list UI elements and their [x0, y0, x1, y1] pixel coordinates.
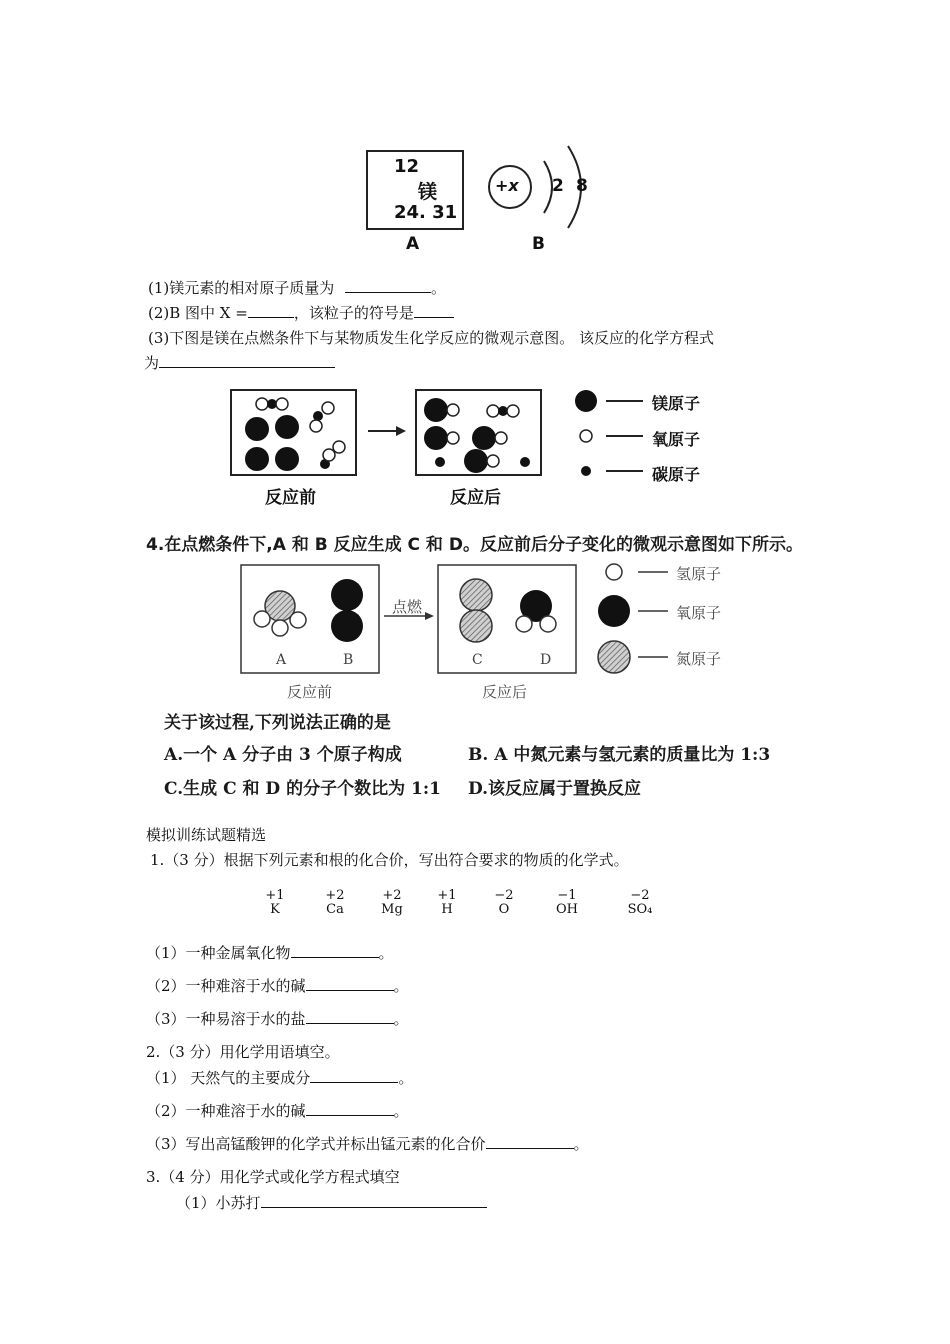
valence-oh: −1 OH	[556, 888, 578, 917]
p1-item-2: （2）一种难溶于水的碱 。	[146, 977, 409, 995]
answer-blank[interactable]	[306, 1101, 394, 1116]
figure-label-a: A	[406, 234, 420, 254]
p3-item-1: （1）小苏打	[176, 1192, 487, 1213]
mg-atom	[275, 447, 299, 471]
before-label-2: 反应前	[287, 683, 333, 701]
valence-mg: +2 Mg	[381, 888, 403, 917]
section-title: 模拟训练试题精选	[146, 826, 267, 844]
legend-h-icon	[606, 564, 622, 580]
co2-molecule	[256, 398, 288, 410]
mgo-molecule	[424, 398, 459, 422]
label-a: A	[276, 652, 287, 668]
option-a[interactable]: A.一个 A 分子由 3 个原子构成	[164, 745, 402, 765]
p1-item-1: （1）一种金属氧化物 。	[146, 944, 394, 962]
p2-item-1: （1） 天然气的主要成分 。	[146, 1069, 414, 1087]
before-label: 反应前	[265, 488, 316, 508]
carbon-atom	[435, 457, 445, 467]
option-c[interactable]: C.生成 C 和 D 的分子个数比为 1:1	[164, 779, 441, 799]
q3-line3: (3)下图是镁在点燃条件下与某物质发生化学反应的微观示意图。 该反应的化学方程式	[148, 329, 715, 347]
shell1-count: 2	[552, 176, 564, 196]
q4-question: 关于该过程,下列说法正确的是	[164, 713, 391, 733]
figure-label-b: B	[532, 234, 545, 254]
legend-2	[596, 560, 676, 676]
after-label: 反应后	[450, 488, 501, 508]
mgo-molecule	[424, 426, 459, 450]
molecule-b	[331, 579, 363, 642]
element-card	[366, 150, 464, 230]
mg-atom	[245, 447, 269, 471]
q3-line2: (2)B 图中 X = ，该粒子的符号是	[148, 302, 454, 323]
valence-row	[258, 889, 678, 921]
answer-blank[interactable]	[414, 303, 454, 318]
answer-blank[interactable]	[486, 1134, 574, 1149]
q4-title: 4.在点燃条件下,A 和 B 反应生成 C 和 D。反应前后分子变化的微观示意图如下所示。	[146, 535, 803, 555]
p1-item-3: （3）一种易溶于水的盐 。	[146, 1010, 409, 1028]
carbon-atom	[520, 457, 530, 467]
element-name: 镁	[418, 181, 438, 203]
legend-o2-label: 氧原子	[676, 604, 722, 622]
legend-h-label: 氢原子	[676, 565, 722, 583]
answer-blank[interactable]	[291, 943, 379, 958]
answer-blank[interactable]	[248, 303, 294, 318]
label-b: B	[343, 652, 354, 668]
legend-o2-icon	[598, 595, 630, 627]
practice-q2: 2.（3 分）用化学用语填空。	[146, 1043, 340, 1061]
reaction-diagram-2	[238, 562, 578, 676]
atomic-mass: 24. 31	[394, 202, 458, 223]
answer-blank[interactable]	[306, 976, 394, 991]
nucleus-charge: +x	[495, 176, 519, 195]
option-d[interactable]: D.该反应属于置换反应	[468, 779, 642, 799]
p2-item-3: （3）写出高锰酸钾的化学式并标出锰元素的化合价 。	[146, 1135, 589, 1153]
q3-line1: (1)镁元素的相对原子质量为 。	[148, 279, 447, 297]
mg-atom	[245, 417, 269, 441]
after-label-2: 反应后	[482, 683, 528, 701]
co2-molecule	[320, 441, 345, 469]
molecule-c	[460, 579, 492, 642]
legend-o-icon	[580, 430, 592, 442]
molecule-d	[516, 590, 556, 632]
atomic-number: 12	[394, 156, 420, 177]
arrow-condition: 点燃	[392, 598, 423, 616]
shell2-count: 8	[576, 176, 588, 196]
co2-molecule	[310, 402, 334, 432]
practice-q3: 3.（4 分）用化学式或化学方程式填空	[146, 1168, 400, 1186]
valence-k: +1 K	[265, 888, 285, 917]
legend-mg-icon	[575, 390, 597, 412]
q3-line4: 为	[144, 352, 335, 373]
answer-blank[interactable]	[261, 1193, 487, 1208]
answer-blank[interactable]	[306, 1009, 394, 1024]
mgo-molecule	[464, 449, 499, 473]
answer-blank[interactable]	[310, 1068, 398, 1083]
answer-blank[interactable]	[345, 278, 431, 293]
p2-item-2: （2）一种难溶于水的碱 。	[146, 1102, 409, 1120]
co2-molecule	[487, 405, 519, 417]
label-c: C	[472, 652, 483, 668]
valence-h: +1 H	[437, 888, 457, 917]
legend-n-icon	[598, 641, 630, 673]
answer-blank[interactable]	[159, 353, 335, 368]
valence-so4: −2 SO₄	[627, 888, 653, 917]
legend-o-label: 氧原子	[652, 430, 701, 449]
molecule-a	[254, 591, 306, 636]
legend-mg-label: 镁原子	[652, 394, 701, 413]
option-b[interactable]: B. A 中氮元素与氢元素的质量比为 1:3	[468, 745, 771, 765]
mg-atom	[275, 415, 299, 439]
valence-ca: +2 Ca	[325, 888, 345, 917]
legend-c-icon	[581, 466, 591, 476]
legend-n-label: 氮原子	[676, 650, 722, 668]
valence-o: −2 O	[494, 888, 514, 917]
mgo-molecule	[472, 426, 507, 450]
label-d: D	[540, 652, 552, 668]
practice-q1: 1.（3 分）根据下列元素和根的化合价，写出符合要求的物质的化学式。	[150, 851, 629, 869]
legend-c-label: 碳原子	[652, 465, 701, 484]
